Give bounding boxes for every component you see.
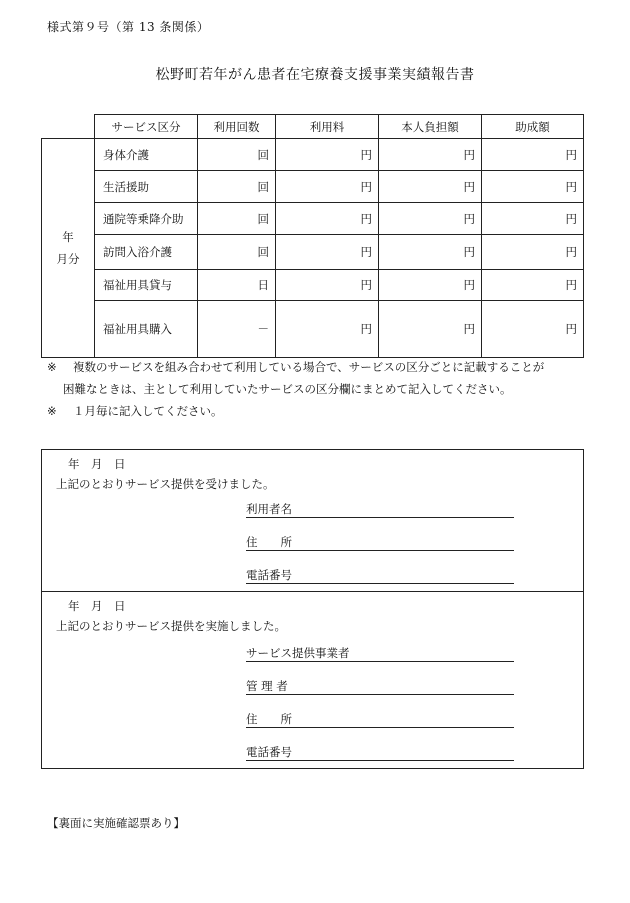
fee-field[interactable]: 円 bbox=[276, 203, 379, 235]
table-row bbox=[42, 235, 584, 270]
subsidy-field[interactable]: 円 bbox=[482, 301, 584, 358]
subsidy-field[interactable]: 円 bbox=[482, 203, 584, 235]
user-name-label: 利用者名 bbox=[246, 502, 292, 516]
user-phone-label: 電話番号 bbox=[246, 568, 292, 582]
note-monthly bbox=[47, 400, 223, 422]
note-combined-services bbox=[47, 356, 592, 400]
service-name: 生活援助 bbox=[95, 171, 198, 203]
header-usage-count: 利用回数 bbox=[198, 115, 276, 139]
note2-text: １月毎に記入してください。 bbox=[73, 404, 223, 418]
user-address-label: 住 所 bbox=[246, 535, 292, 549]
count-field[interactable]: 回 bbox=[198, 139, 276, 171]
count-field[interactable]: 日 bbox=[198, 270, 276, 301]
provider-address-field[interactable] bbox=[246, 711, 514, 728]
user-phone-field[interactable] bbox=[246, 567, 514, 584]
service-name: 身体介護 bbox=[95, 139, 198, 171]
count-field[interactable]: 回 bbox=[198, 235, 276, 270]
subsidy-field[interactable]: 円 bbox=[482, 171, 584, 203]
period-month-label: 月分 bbox=[56, 252, 80, 266]
fee-field[interactable]: 円 bbox=[276, 139, 379, 171]
page-title: 松野町若年がん患者在宅療養支援事業実績報告書 bbox=[155, 67, 475, 83]
self-payment-field[interactable]: 円 bbox=[379, 139, 482, 171]
receipt-date[interactable]: 年 月 日 bbox=[68, 457, 126, 471]
provider-address-label: 住 所 bbox=[246, 712, 292, 726]
self-payment-field[interactable]: 円 bbox=[379, 270, 482, 301]
fee-field[interactable]: 円 bbox=[276, 171, 379, 203]
provider-name-field[interactable] bbox=[246, 645, 514, 662]
subsidy-field[interactable]: 円 bbox=[482, 235, 584, 270]
table-row bbox=[42, 270, 584, 301]
fee-field[interactable]: 円 bbox=[276, 301, 379, 358]
table-header-row bbox=[42, 115, 584, 139]
provider-phone-label: 電話番号 bbox=[246, 745, 292, 759]
manager-label: 管 理 者 bbox=[246, 679, 288, 693]
provider-confirmation-box bbox=[41, 591, 584, 769]
self-payment-field[interactable]: 円 bbox=[379, 301, 482, 358]
service-name: 福祉用具購入 bbox=[95, 301, 198, 358]
user-address-field[interactable] bbox=[246, 534, 514, 551]
provider-date[interactable]: 年 月 日 bbox=[68, 599, 126, 613]
service-name: 福祉用具貸与 bbox=[95, 270, 198, 301]
table-row bbox=[42, 203, 584, 235]
report-table bbox=[41, 114, 584, 358]
footer-note: 【裏面に実施確認票あり】 bbox=[47, 816, 185, 830]
fee-field[interactable]: 円 bbox=[276, 270, 379, 301]
table-row bbox=[42, 171, 584, 203]
count-field[interactable]: － bbox=[198, 301, 276, 358]
service-name: 訪問入浴介護 bbox=[95, 235, 198, 270]
note-mark: ※ bbox=[47, 360, 57, 374]
manager-field[interactable] bbox=[246, 678, 514, 695]
provider-statement: 上記のとおりサービス提供を実施しました。 bbox=[56, 619, 286, 633]
header-usage-fee: 利用料 bbox=[276, 115, 379, 139]
table-row bbox=[42, 301, 584, 358]
self-payment-field[interactable]: 円 bbox=[379, 203, 482, 235]
note1-line2: 困難なときは、主として利用していたサービスの区分欄にまとめて記入してください。 bbox=[63, 382, 512, 396]
note1-line1: 複数のサービスを組み合わせて利用している場合で、サービスの区分ごとに記載することが bbox=[73, 360, 545, 374]
note-mark: ※ bbox=[47, 404, 57, 418]
provider-name-label: サービス提供事業者 bbox=[246, 646, 350, 660]
count-field[interactable]: 回 bbox=[198, 203, 276, 235]
subsidy-field[interactable]: 円 bbox=[482, 139, 584, 171]
receipt-confirmation-box bbox=[41, 449, 584, 592]
period-year-label: 年 bbox=[62, 230, 74, 244]
form-number: 様式第９号（第 13 条関係） bbox=[47, 20, 210, 34]
user-name-field[interactable] bbox=[246, 501, 514, 518]
provider-phone-field[interactable] bbox=[246, 744, 514, 761]
self-payment-field[interactable]: 円 bbox=[379, 235, 482, 270]
table-row bbox=[42, 139, 584, 171]
period-cell bbox=[42, 139, 95, 358]
header-subsidy: 助成額 bbox=[482, 115, 584, 139]
header-service-type: サービス区分 bbox=[95, 115, 198, 139]
service-name: 通院等乗降介助 bbox=[95, 203, 198, 235]
self-payment-field[interactable]: 円 bbox=[379, 171, 482, 203]
subsidy-field[interactable]: 円 bbox=[482, 270, 584, 301]
receipt-statement: 上記のとおりサービス提供を受けました。 bbox=[56, 477, 275, 491]
count-field[interactable]: 回 bbox=[198, 171, 276, 203]
header-self-payment: 本人負担額 bbox=[379, 115, 482, 139]
fee-field[interactable]: 円 bbox=[276, 235, 379, 270]
header-corner bbox=[42, 115, 95, 139]
